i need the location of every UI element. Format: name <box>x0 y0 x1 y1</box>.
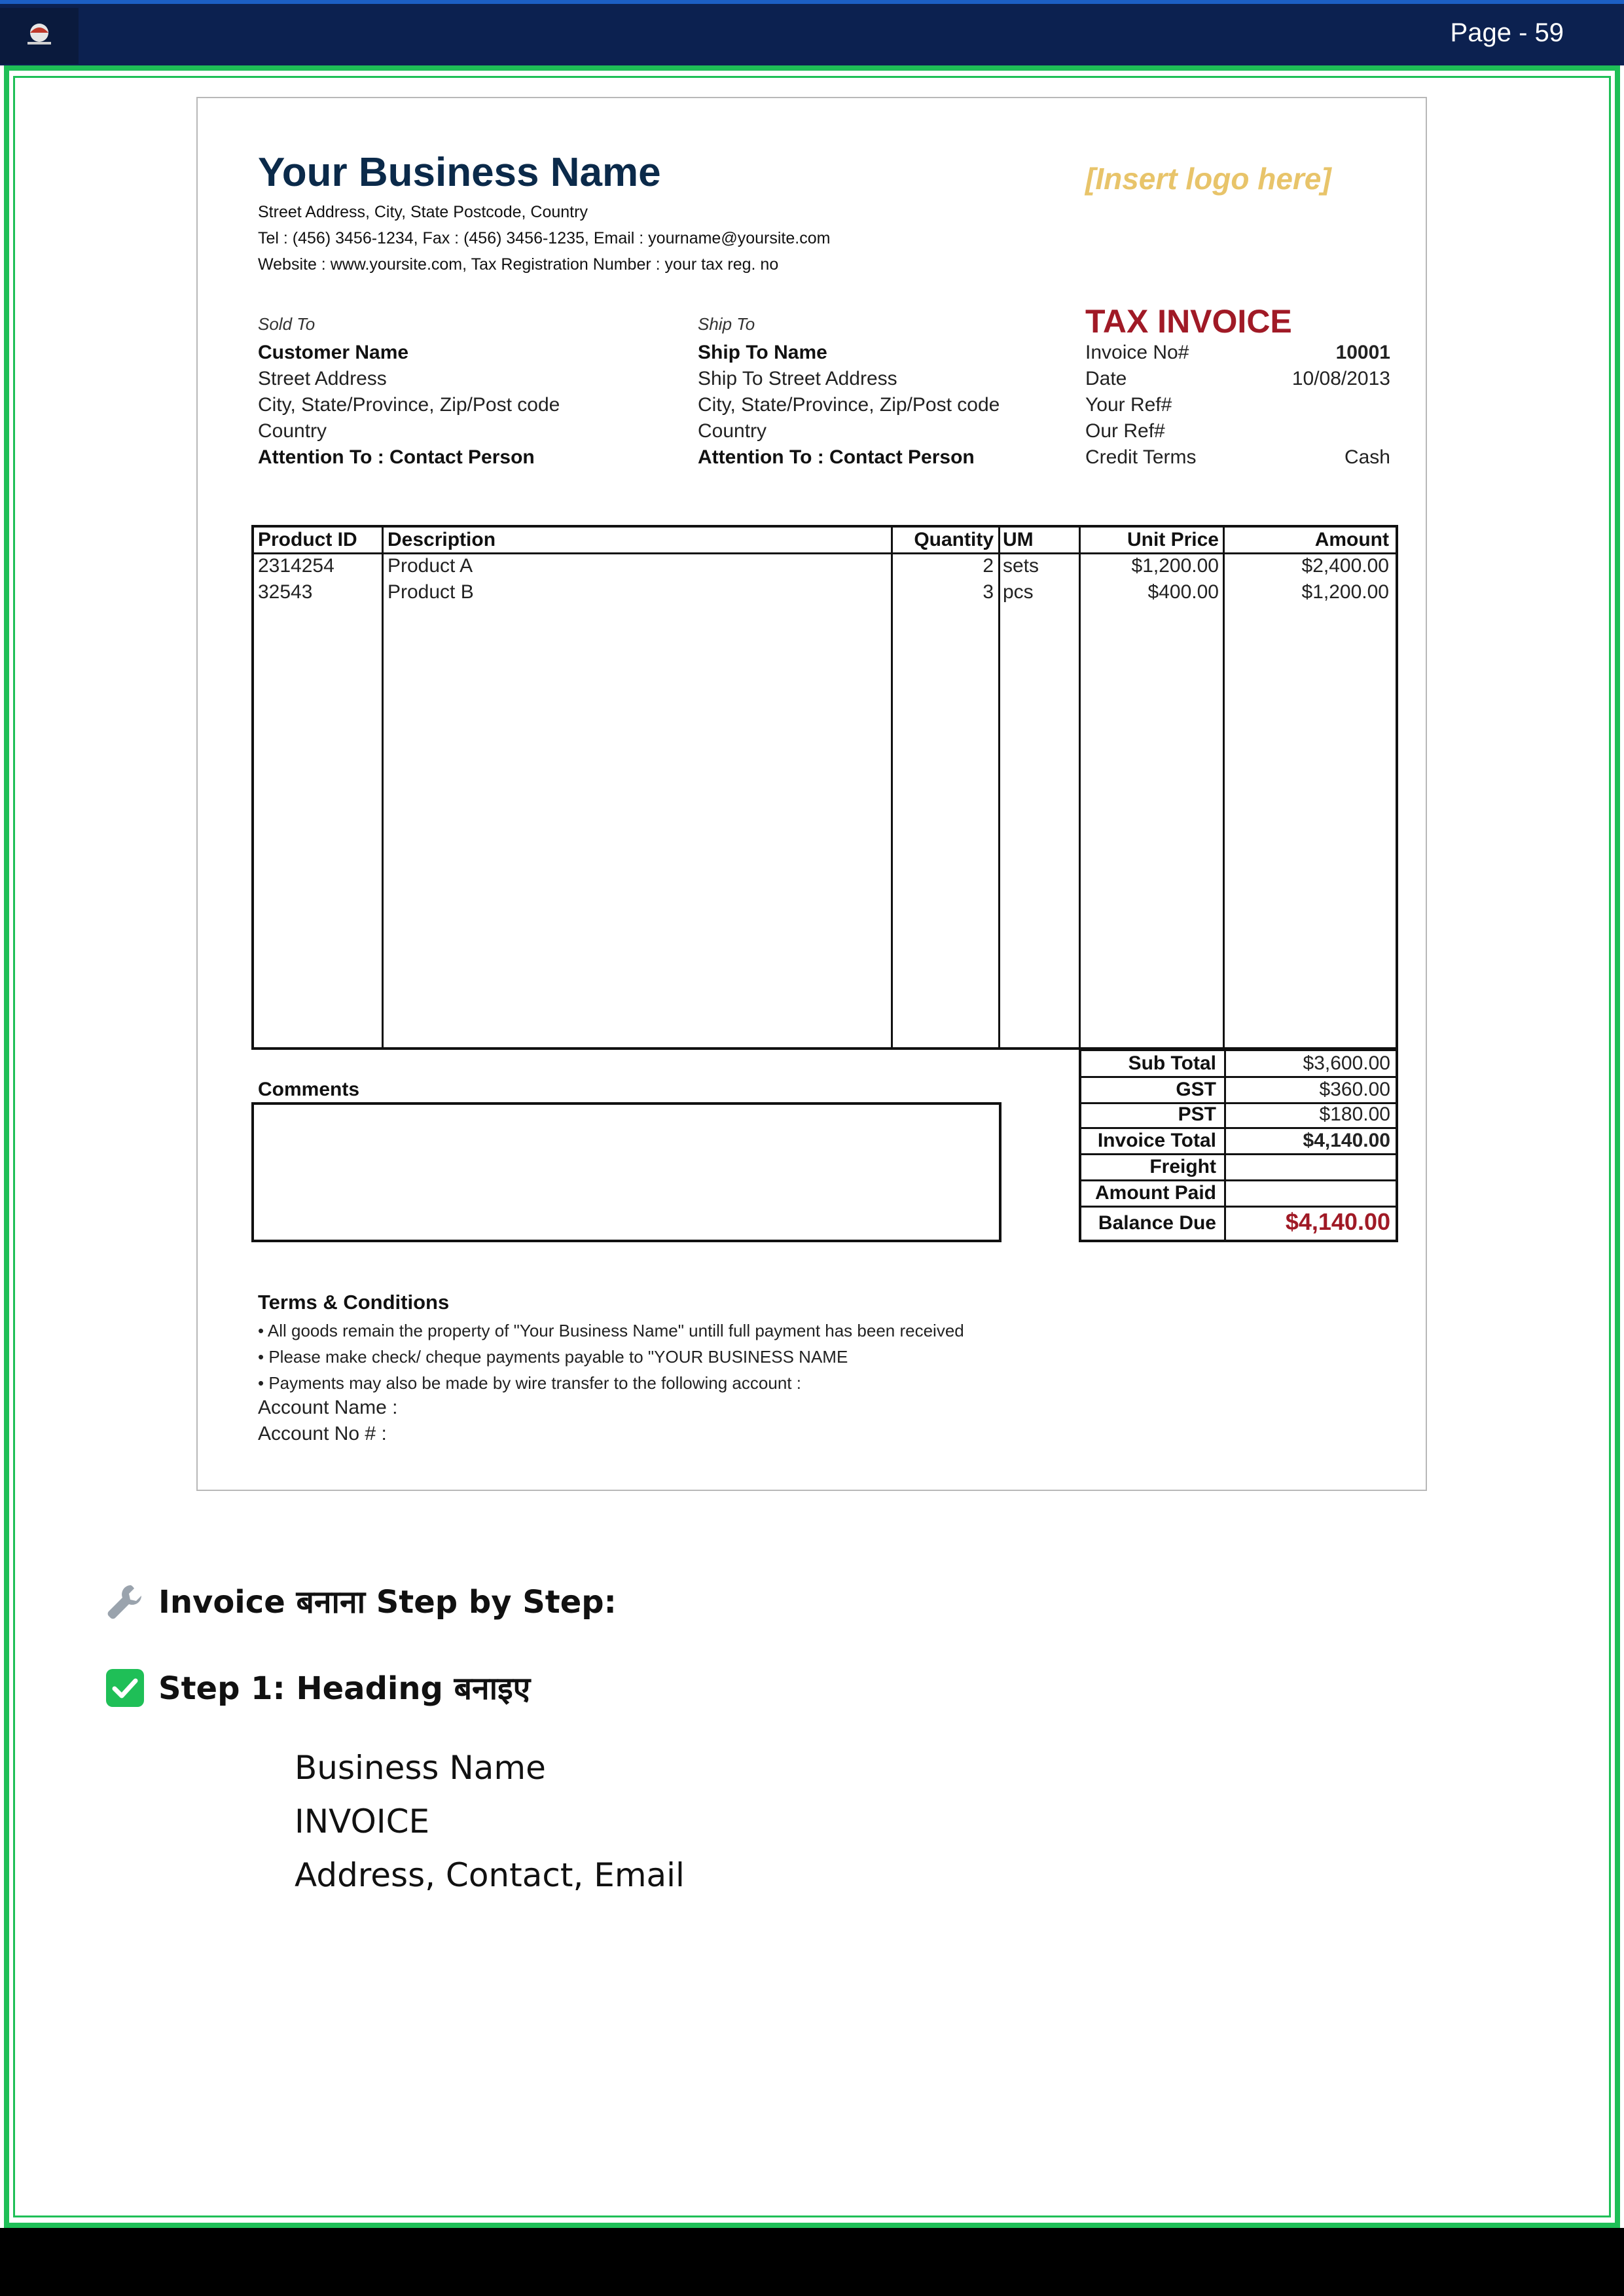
totals-rule <box>1081 1153 1396 1155</box>
bottom-bar <box>0 2228 1624 2296</box>
top-bar <box>0 0 1624 65</box>
cell-product-id: 2314254 <box>258 555 334 577</box>
total-label: Sub Total <box>1128 1052 1216 1074</box>
total-label: Freight <box>1149 1156 1216 1177</box>
wrench-icon <box>105 1581 145 1622</box>
ship-to-country: Country <box>698 420 767 442</box>
cell-quantity: 3 <box>983 581 994 603</box>
column-divider <box>382 528 384 1047</box>
business-name: Your Business Name <box>258 150 661 195</box>
meta-label: Date <box>1085 368 1127 389</box>
cell-quantity: 2 <box>983 555 994 577</box>
business-address: Street Address, City, State Postcode, Country <box>258 203 588 221</box>
terms-line: • Payments may also be made by wire transfer to the following account : <box>258 1373 801 1393</box>
column-header: Product ID <box>258 529 357 550</box>
totals-rule <box>1081 1076 1396 1078</box>
column-header: Description <box>388 529 496 550</box>
column-divider <box>998 528 1000 1047</box>
column-header: Amount <box>1314 529 1389 550</box>
column-header: UM <box>1003 529 1034 550</box>
total-label: GST <box>1176 1079 1216 1100</box>
totals-divider <box>1224 1051 1226 1240</box>
cell-um: pcs <box>1003 581 1034 603</box>
cell-unit-price: $400.00 <box>1147 581 1219 603</box>
total-value: $180.00 <box>1319 1103 1390 1125</box>
total-value: $3,600.00 <box>1303 1052 1390 1074</box>
total-label: Balance Due <box>1098 1212 1216 1234</box>
column-divider <box>1079 528 1081 1047</box>
cell-amount: $2,400.00 <box>1301 555 1389 577</box>
totals-table <box>1079 1049 1398 1242</box>
globe-logo-icon <box>25 21 54 47</box>
business-website: Website : www.yoursite.com, Tax Registration Number : your tax reg. no <box>258 255 779 274</box>
main-heading <box>105 1580 617 1623</box>
sold-to-street: Street Address <box>258 368 387 389</box>
items-table <box>251 525 1398 1050</box>
meta-value: 10/08/2013 <box>1291 368 1390 389</box>
ship-to-street: Ship To Street Address <box>698 368 897 389</box>
cell-um: sets <box>1003 555 1039 577</box>
terms-line: • Please make check/ cheque payments payable to "YOUR BUSINESS NAME <box>258 1347 848 1367</box>
column-header: Unit Price <box>1127 529 1219 550</box>
cell-description: Product A <box>388 555 473 577</box>
brand-logo <box>0 8 79 64</box>
step1-item: Business Name <box>295 1749 546 1787</box>
cell-description: Product B <box>388 581 474 603</box>
logo-placeholder: [Insert logo here] <box>1085 162 1331 196</box>
cell-amount: $1,200.00 <box>1301 581 1389 603</box>
column-header: Quantity <box>914 529 994 550</box>
column-divider <box>1223 528 1225 1047</box>
comments-box <box>251 1102 1001 1242</box>
sold-to-city: City, State/Province, Zip/Post code <box>258 394 560 416</box>
cell-product-id: 32543 <box>258 581 313 603</box>
cell-unit-price: $1,200.00 <box>1131 555 1219 577</box>
meta-value: 10001 <box>1335 342 1390 363</box>
total-label: Amount Paid <box>1095 1182 1216 1204</box>
account-name: Account Name : <box>258 1397 398 1418</box>
invoice-sample <box>196 97 1427 1491</box>
account-number: Account No # : <box>258 1423 387 1444</box>
totals-rule <box>1081 1179 1396 1181</box>
sold-to-name: Customer Name <box>258 342 409 363</box>
ship-to-label: Ship To <box>698 314 755 334</box>
balance-due-value: $4,140.00 <box>1285 1208 1390 1235</box>
comments-label: Comments <box>258 1079 360 1100</box>
sold-to-attention: Attention To : Contact Person <box>258 446 535 468</box>
column-divider <box>891 528 893 1047</box>
step1-heading-text: Step 1: Heading बनाइए <box>158 1670 531 1707</box>
check-box-icon <box>105 1668 145 1708</box>
business-contact: Tel : (456) 3456-1234, Fax : (456) 3456-1235, Email : yourname@yoursite.com <box>258 229 831 247</box>
step1-item: Address, Contact, Email <box>295 1856 685 1894</box>
meta-label: Credit Terms <box>1085 446 1197 468</box>
totals-rule <box>1081 1127 1396 1129</box>
total-label: PST <box>1178 1103 1216 1125</box>
ship-to-attention: Attention To : Contact Person <box>698 446 975 468</box>
main-heading-text: Invoice बनाना Step by Step: <box>158 1584 617 1621</box>
step1-item: INVOICE <box>295 1803 430 1840</box>
total-label: Invoice Total <box>1097 1130 1216 1151</box>
total-value: $360.00 <box>1319 1079 1390 1100</box>
totals-rule <box>1081 1206 1396 1208</box>
sold-to-label: Sold To <box>258 314 316 334</box>
ship-to-city: City, State/Province, Zip/Post code <box>698 394 1000 416</box>
ship-to-name: Ship To Name <box>698 342 827 363</box>
meta-value: Cash <box>1344 446 1390 468</box>
invoice-title: TAX INVOICE <box>1085 303 1292 340</box>
meta-label: Invoice No# <box>1085 342 1189 363</box>
meta-label: Your Ref# <box>1085 394 1172 416</box>
step1-heading <box>105 1666 530 1709</box>
terms-line: • All goods remain the property of "Your Business Name" untill full payment has been received <box>258 1321 964 1340</box>
sold-to-country: Country <box>258 420 327 442</box>
terms-title: Terms & Conditions <box>258 1291 450 1314</box>
total-value: $4,140.00 <box>1303 1130 1390 1151</box>
page-number: Page - 59 <box>1450 18 1564 47</box>
meta-label: Our Ref# <box>1085 420 1165 442</box>
